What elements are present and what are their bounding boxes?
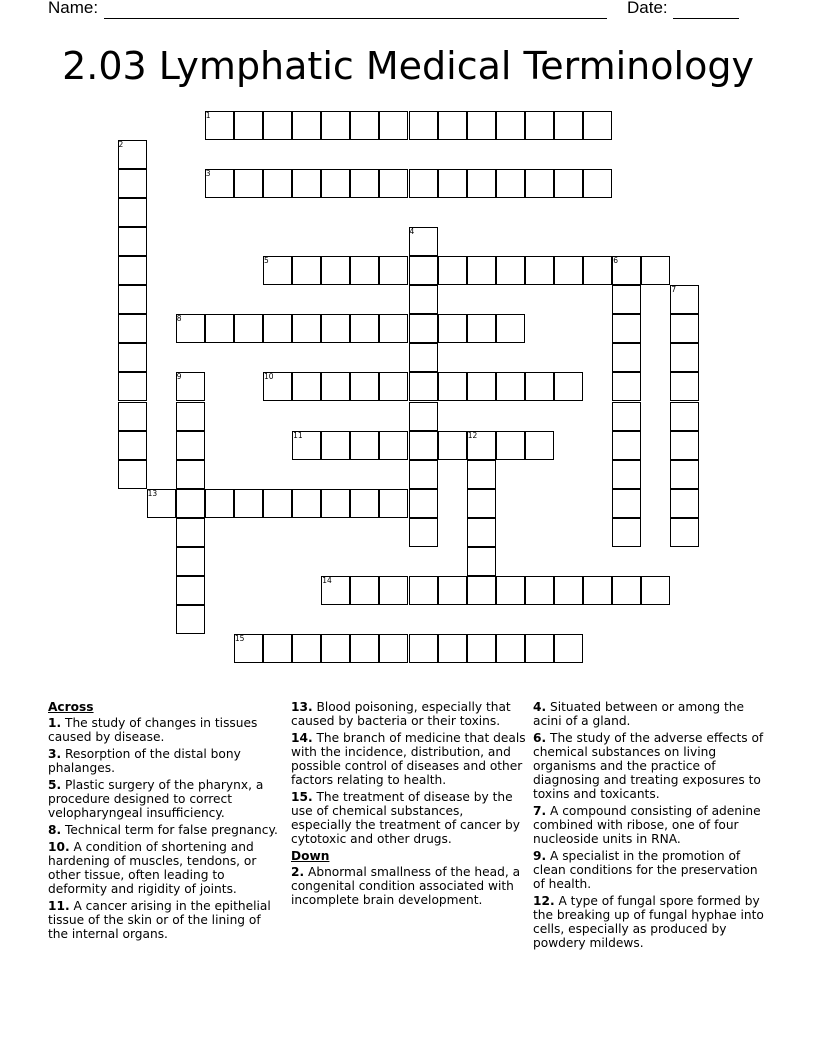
clue-number: 3. — [48, 747, 62, 761]
grid-cell[interactable] — [409, 285, 438, 314]
grid-cell[interactable] — [118, 169, 147, 198]
grid-cell[interactable] — [234, 489, 263, 518]
grid-cell[interactable] — [467, 314, 496, 343]
clue-list — [0, 700, 816, 1040]
grid-cell[interactable] — [379, 489, 408, 518]
clue-text: The study of the adverse effects of chemical substances on living organisms and the practice of diagnosing and treating exposures to toxins and toxicants. — [533, 731, 764, 801]
grid-cell[interactable] — [263, 634, 292, 663]
grid-cell[interactable] — [438, 111, 467, 140]
grid-cell[interactable] — [409, 402, 438, 431]
grid-cell[interactable] — [350, 372, 379, 401]
grid-cell[interactable] — [379, 634, 408, 663]
across-heading: Across — [48, 700, 94, 714]
clue-number: 13. — [291, 700, 313, 714]
grid-cell[interactable] — [205, 169, 234, 198]
clue-text: A specialist in the promotion of clean conditions for the preservation of health. — [533, 849, 758, 891]
grid-cell[interactable] — [612, 576, 641, 605]
clue-number-label: 9 — [176, 372, 182, 382]
grid-cell[interactable] — [118, 256, 147, 285]
clue-number: 14. — [291, 731, 313, 745]
grid-cell[interactable] — [321, 256, 350, 285]
clue-number-label: 5 — [264, 256, 269, 265]
grid-cell[interactable] — [670, 343, 699, 372]
grid-cell[interactable] — [147, 489, 176, 518]
grid-cell[interactable] — [467, 460, 496, 489]
grid-cell[interactable] — [583, 576, 612, 605]
clue-number-label: 2 — [118, 139, 124, 149]
clue-text: A type of fungal spore formed by the breaking up of fungal hyphae into cells, especially as produced by powdery mildews. — [533, 894, 764, 950]
grid-cell[interactable] — [409, 227, 438, 256]
clue-number-label: 3 — [205, 168, 211, 178]
clue-text: Technical term for false pregnancy. — [65, 823, 278, 837]
grid-cell[interactable] — [292, 169, 321, 198]
clue-item — [48, 840, 283, 896]
grid-cell[interactable] — [612, 372, 641, 401]
grid-cell[interactable] — [670, 489, 699, 518]
grid-cell[interactable] — [263, 256, 292, 285]
grid-cell[interactable] — [670, 372, 699, 401]
grid-cell[interactable] — [118, 198, 147, 227]
grid-cell[interactable] — [612, 256, 641, 285]
grid-cell[interactable] — [292, 431, 321, 460]
grid-cell[interactable] — [612, 402, 641, 431]
clue-item — [291, 731, 526, 787]
grid-cell[interactable] — [409, 256, 438, 285]
grid-cell[interactable] — [438, 256, 467, 285]
clue-column-2 — [291, 700, 526, 910]
grid-cell[interactable] — [467, 489, 496, 518]
clue-number-label: 6 — [613, 256, 618, 265]
grid-cell[interactable] — [379, 576, 408, 605]
grid-cell[interactable] — [292, 256, 321, 285]
grid-cell[interactable] — [321, 431, 350, 460]
grid-cell[interactable] — [496, 314, 525, 343]
grid-cell[interactable] — [350, 576, 379, 605]
grid-cell[interactable] — [554, 111, 583, 140]
clue-text: The branch of medicine that deals with the incidence, distribution, and possible control of diseases and other factors relating to health. — [291, 731, 526, 787]
grid-cell[interactable] — [525, 372, 554, 401]
grid-cell[interactable] — [496, 256, 525, 285]
clue-item — [48, 823, 283, 837]
grid-cell[interactable] — [409, 431, 438, 460]
clue-number: 8. — [48, 823, 62, 837]
grid-cell[interactable] — [554, 372, 583, 401]
grid-cell[interactable] — [379, 314, 408, 343]
grid-cell[interactable] — [321, 634, 350, 663]
grid-cell[interactable] — [612, 285, 641, 314]
grid-cell[interactable] — [583, 256, 612, 285]
clue-text: Situated between or among the acini of a gland. — [533, 700, 745, 728]
grid-cell[interactable] — [176, 402, 205, 431]
grid-cell[interactable] — [263, 111, 292, 140]
grid-cell[interactable] — [496, 111, 525, 140]
grid-cell[interactable] — [176, 489, 205, 518]
grid-cell[interactable] — [350, 634, 379, 663]
clue-item — [533, 849, 768, 891]
date-label: Date: — [627, 0, 668, 17]
grid-cell[interactable] — [670, 431, 699, 460]
clue-item — [291, 700, 526, 728]
clue-number-label: 1 — [205, 110, 211, 120]
grid-cell[interactable] — [409, 489, 438, 518]
grid-cell[interactable] — [467, 111, 496, 140]
grid-cell[interactable] — [670, 285, 699, 314]
clue-item — [48, 716, 283, 744]
grid-cell[interactable] — [438, 576, 467, 605]
grid-cell[interactable] — [496, 576, 525, 605]
grid-cell[interactable] — [292, 314, 321, 343]
grid-cell[interactable] — [321, 489, 350, 518]
grid-cell[interactable] — [612, 343, 641, 372]
grid-cell[interactable] — [612, 489, 641, 518]
grid-cell[interactable] — [176, 314, 205, 343]
clue-number-label: 12 — [467, 430, 478, 440]
clue-item — [291, 790, 526, 846]
grid-cell[interactable] — [176, 372, 205, 401]
grid-cell[interactable] — [438, 169, 467, 198]
grid-cell[interactable] — [118, 140, 147, 169]
clue-text: The treatment of disease by the use of chemical substances, especially the treatment of cancer by cytotoxic and other drugs. — [291, 790, 520, 846]
clue-text: Resorption of the distal bony phalanges. — [48, 747, 241, 775]
clue-number: 11. — [48, 899, 70, 913]
grid-cell[interactable] — [176, 605, 205, 634]
clue-item — [533, 804, 768, 846]
grid-cell[interactable] — [467, 169, 496, 198]
grid-cell[interactable] — [496, 169, 525, 198]
grid-cell[interactable] — [350, 169, 379, 198]
grid-cell[interactable] — [525, 256, 554, 285]
grid-cell[interactable] — [467, 256, 496, 285]
clue-item — [291, 865, 526, 907]
grid-cell[interactable] — [118, 431, 147, 460]
grid-cell[interactable] — [234, 314, 263, 343]
clue-number-label: 13 — [147, 488, 158, 498]
clue-number: 10. — [48, 840, 70, 854]
clue-number: 4. — [533, 700, 547, 714]
grid-cell[interactable] — [583, 169, 612, 198]
grid-cell[interactable] — [263, 489, 292, 518]
grid-cell[interactable] — [234, 169, 263, 198]
grid-cell[interactable] — [292, 489, 321, 518]
grid-cell[interactable] — [612, 314, 641, 343]
clue-text: The study of changes in tissues caused by disease. — [48, 716, 258, 744]
grid-cell[interactable] — [118, 402, 147, 431]
grid-cell[interactable] — [350, 314, 379, 343]
grid-cell[interactable] — [118, 343, 147, 372]
grid-cell[interactable] — [583, 111, 612, 140]
grid-cell[interactable] — [292, 111, 321, 140]
clue-column-1 — [48, 700, 283, 944]
clue-number-label: 10 — [264, 372, 274, 382]
grid-cell[interactable] — [641, 256, 670, 285]
grid-cell[interactable] — [409, 518, 438, 547]
clue-item — [533, 894, 768, 950]
grid-cell[interactable] — [321, 111, 350, 140]
grid-cell[interactable] — [641, 576, 670, 605]
name-label: Name: — [48, 0, 99, 17]
grid-cell[interactable] — [350, 111, 379, 140]
grid-cell[interactable] — [409, 634, 438, 663]
grid-cell[interactable] — [321, 314, 350, 343]
grid-cell[interactable] — [554, 256, 583, 285]
grid-cell[interactable] — [379, 372, 408, 401]
clue-number-label: 15 — [234, 634, 245, 644]
page-title: 2.03 Lymphatic Medical Terminology — [62, 44, 754, 88]
grid-cell[interactable] — [525, 576, 554, 605]
grid-cell[interactable] — [205, 489, 234, 518]
grid-cell[interactable] — [321, 169, 350, 198]
grid-cell[interactable] — [379, 169, 408, 198]
clue-number: 7. — [533, 804, 547, 818]
grid-cell[interactable] — [467, 634, 496, 663]
grid-cell[interactable] — [525, 169, 554, 198]
grid-cell[interactable] — [670, 518, 699, 547]
clue-number-label: 14 — [322, 576, 332, 586]
grid-cell[interactable] — [612, 518, 641, 547]
grid-cell[interactable] — [321, 576, 350, 605]
grid-cell[interactable] — [292, 634, 321, 663]
clue-text: Plastic surgery of the pharynx, a procedure designed to correct velopharyngeal insufficiency. — [48, 778, 264, 820]
grid-cell[interactable] — [118, 227, 147, 256]
grid-cell[interactable] — [438, 314, 467, 343]
clue-item — [533, 700, 768, 728]
grid-cell[interactable] — [467, 576, 496, 605]
grid-cell[interactable] — [409, 111, 438, 140]
grid-cell[interactable] — [670, 402, 699, 431]
grid-cell[interactable] — [118, 314, 147, 343]
grid-cell[interactable] — [118, 285, 147, 314]
grid-cell[interactable] — [496, 431, 525, 460]
clue-text: Abnormal smallness of the head, a congenital condition associated with incomplete brain development. — [291, 865, 521, 907]
grid-cell[interactable] — [467, 431, 496, 460]
clue-number: 6. — [533, 731, 547, 745]
grid-cell[interactable] — [176, 460, 205, 489]
clue-number: 15. — [291, 790, 313, 804]
grid-cell[interactable] — [176, 431, 205, 460]
grid-cell[interactable] — [467, 518, 496, 547]
grid-cell[interactable] — [350, 256, 379, 285]
grid-cell[interactable] — [438, 372, 467, 401]
grid-cell[interactable] — [263, 169, 292, 198]
grid-cell[interactable] — [554, 169, 583, 198]
grid-cell[interactable] — [118, 460, 147, 489]
grid-cell[interactable] — [263, 314, 292, 343]
clue-item — [533, 731, 768, 801]
grid-cell[interactable] — [409, 372, 438, 401]
grid-cell[interactable] — [234, 111, 263, 140]
grid-cell[interactable] — [438, 634, 467, 663]
grid-cell[interactable] — [467, 547, 496, 576]
grid-cell[interactable] — [525, 634, 554, 663]
clue-text: Blood poisoning, especially that caused by bacteria or their toxins. — [291, 700, 511, 728]
grid-cell[interactable] — [554, 576, 583, 605]
grid-cell[interactable] — [612, 460, 641, 489]
grid-cell[interactable] — [525, 111, 554, 140]
clue-column-3 — [533, 700, 768, 953]
clue-number: 1. — [48, 716, 62, 730]
grid-cell[interactable] — [467, 372, 496, 401]
grid-cell[interactable] — [554, 634, 583, 663]
grid-cell[interactable] — [176, 518, 205, 547]
clue-number-label: 4 — [409, 226, 415, 236]
grid-cell[interactable] — [670, 314, 699, 343]
grid-cell[interactable] — [379, 431, 408, 460]
clue-number: 12. — [533, 894, 555, 908]
grid-cell[interactable] — [525, 431, 554, 460]
grid-cell[interactable] — [350, 431, 379, 460]
clue-number-label: 8 — [176, 314, 182, 324]
clue-text: A compound consisting of adenine combined with ribose, one of four nucleoside units in RNA. — [533, 804, 761, 846]
grid-cell[interactable] — [409, 169, 438, 198]
down-heading: Down — [291, 849, 330, 863]
grid-cell[interactable] — [234, 634, 263, 663]
clue-text: A cancer arising in the epithelial tissue of the skin or of the lining of the internal organs. — [48, 899, 271, 941]
grid-cell[interactable] — [409, 460, 438, 489]
grid-cell[interactable] — [263, 372, 292, 401]
grid-cell[interactable] — [612, 431, 641, 460]
grid-cell[interactable] — [409, 314, 438, 343]
grid-cell[interactable] — [670, 460, 699, 489]
clue-number-label: 7 — [671, 285, 677, 295]
grid-cell[interactable] — [118, 372, 147, 401]
clue-number-label: 11 — [293, 430, 303, 440]
clue-item — [48, 899, 283, 941]
clue-item — [48, 747, 283, 775]
grid-cell[interactable] — [438, 431, 467, 460]
grid-cell[interactable] — [176, 547, 205, 576]
clue-number: 2. — [291, 865, 305, 879]
grid-cell[interactable] — [205, 111, 234, 140]
grid-cell[interactable] — [205, 314, 234, 343]
grid-cell[interactable] — [496, 372, 525, 401]
grid-cell[interactable] — [292, 372, 321, 401]
clue-number: 5. — [48, 778, 62, 792]
clue-text: A condition of shortening and hardening of muscles, tendons, or other tissue, often leading to deformity and rigidity of joints. — [48, 840, 257, 896]
grid-cell[interactable] — [379, 111, 408, 140]
grid-cell[interactable] — [350, 489, 379, 518]
clue-item — [48, 778, 283, 820]
grid-cell[interactable] — [321, 372, 350, 401]
grid-cell[interactable] — [379, 256, 408, 285]
grid-cell[interactable] — [409, 343, 438, 372]
grid-cell[interactable] — [496, 634, 525, 663]
grid-cell[interactable] — [176, 576, 205, 605]
clue-number: 9. — [533, 849, 547, 863]
grid-cell[interactable] — [409, 576, 438, 605]
